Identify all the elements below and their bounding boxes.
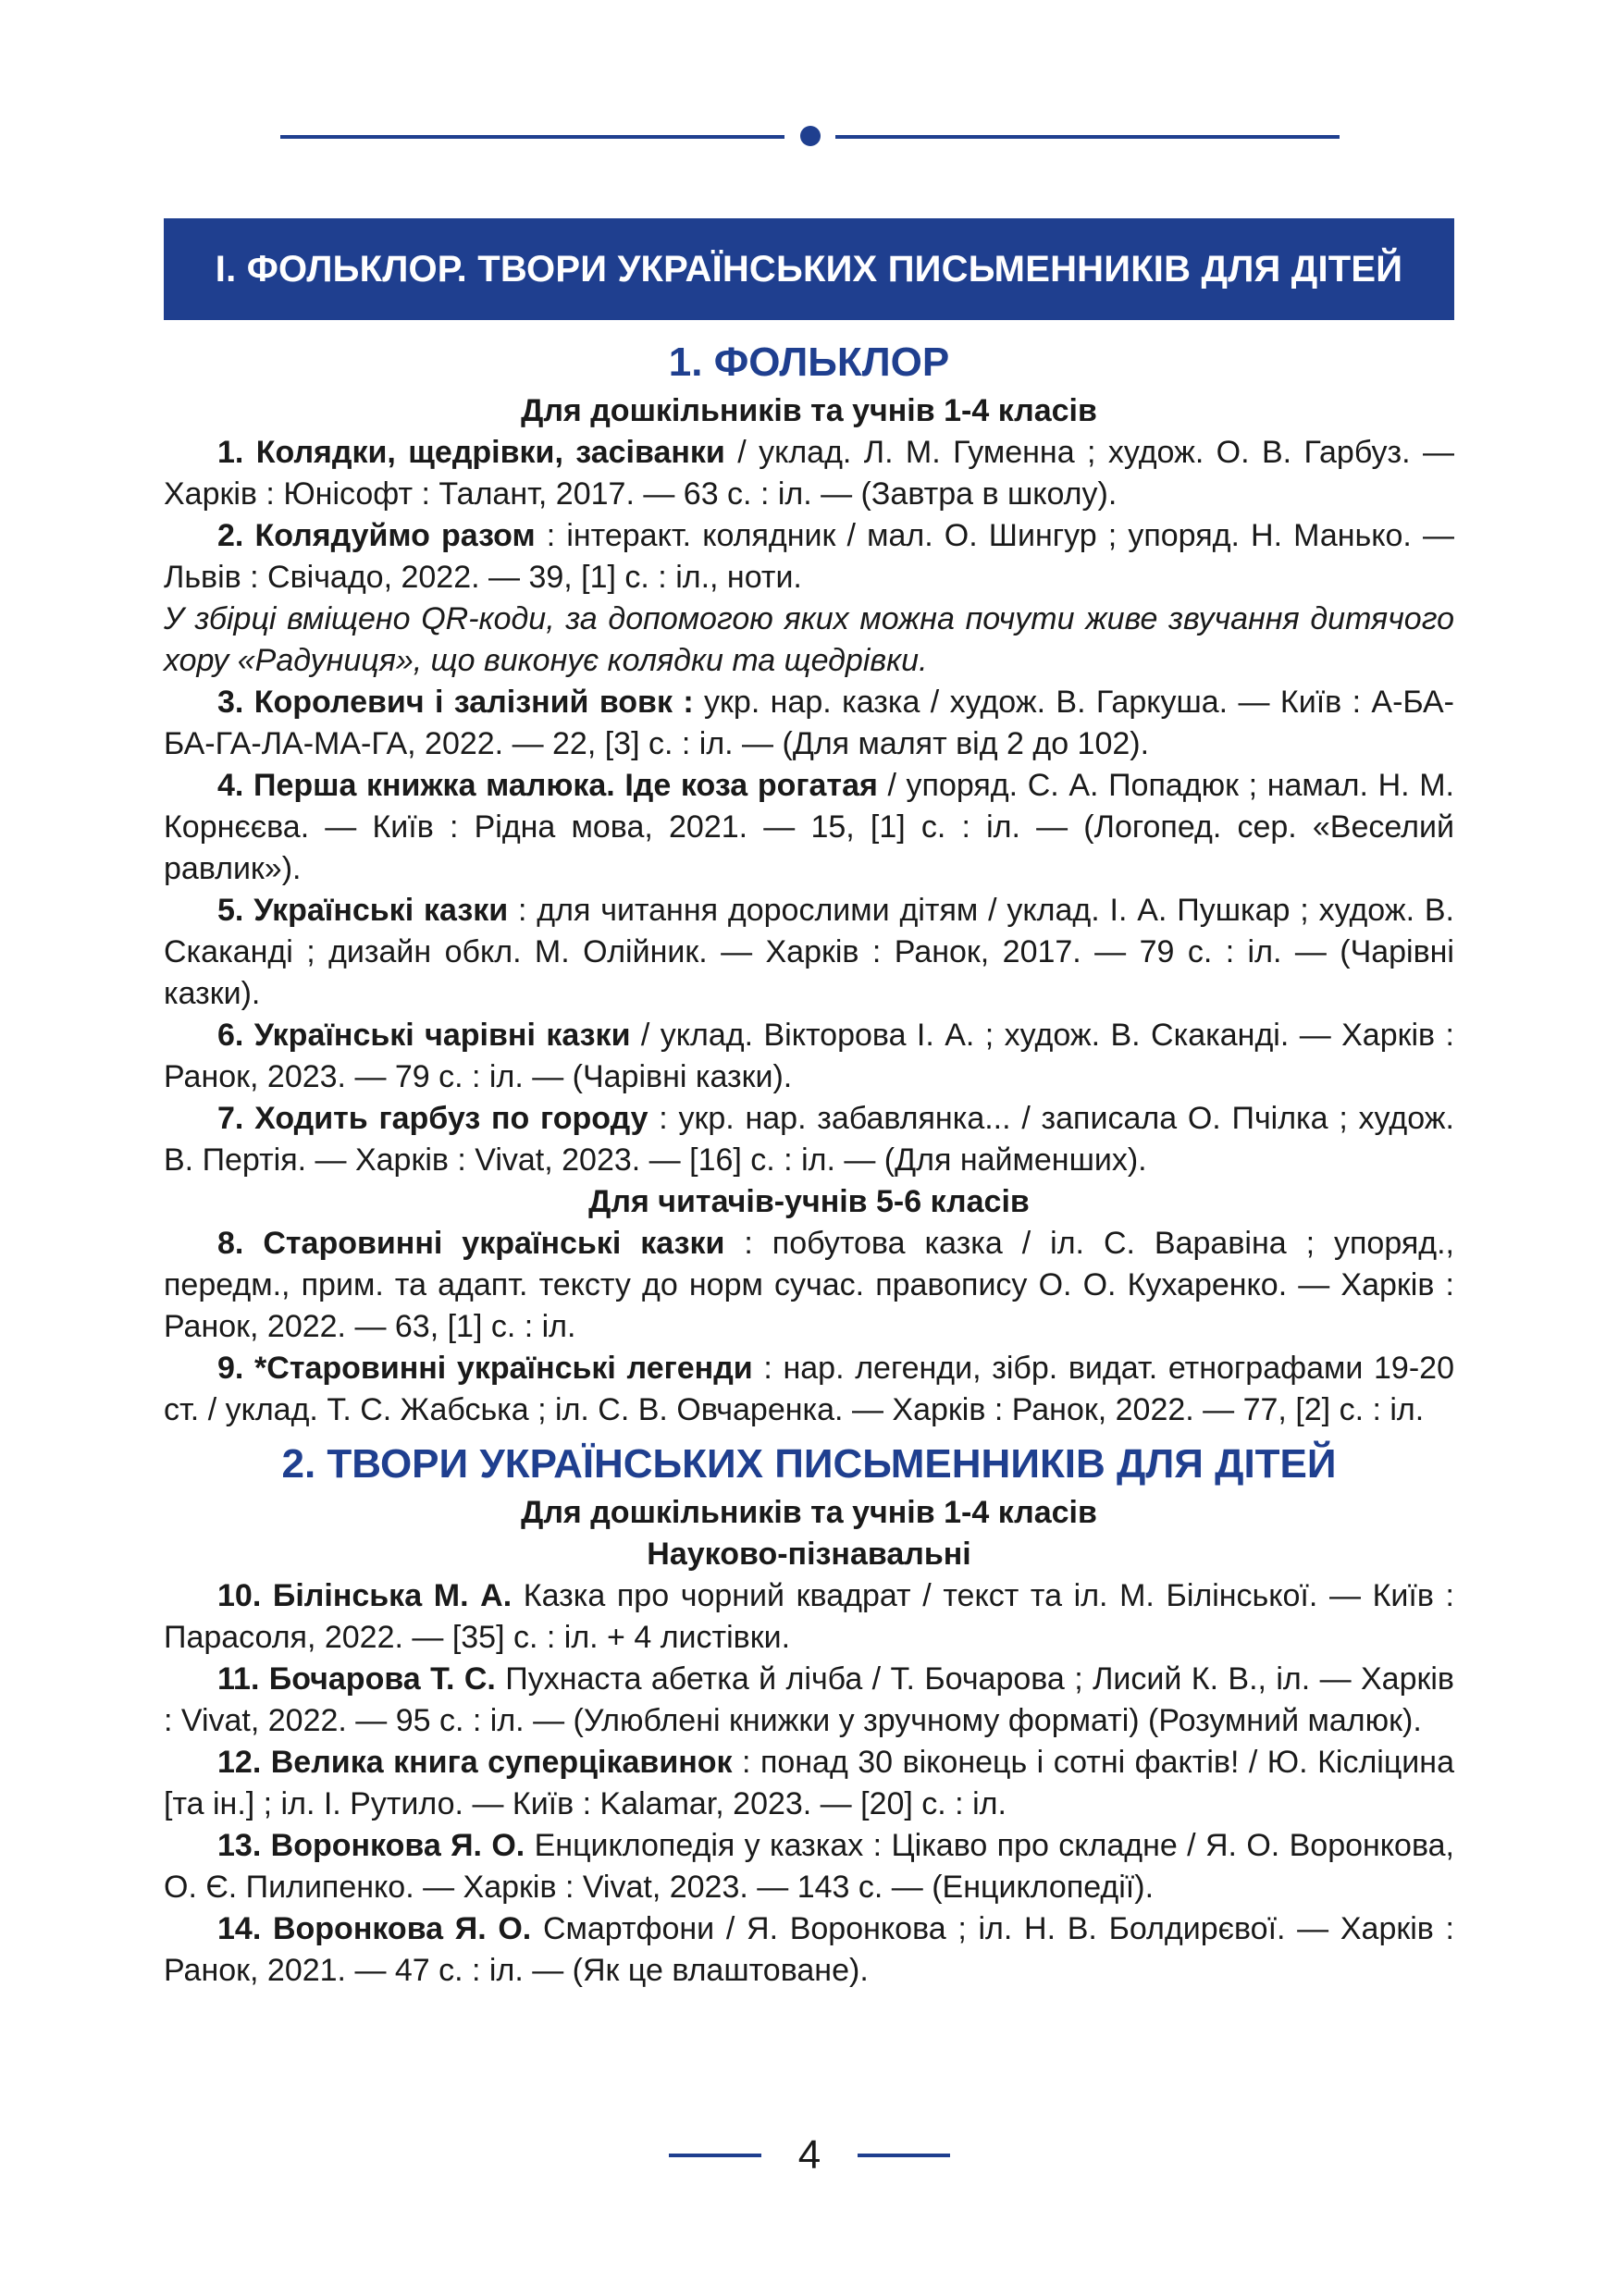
entry-number: 6. (217, 1018, 244, 1053)
entry-number: 4. (217, 768, 244, 803)
entry-details: Смартфони / Я. Воронкова ; іл. Н. В. Болдирєвої. — Харків : Ранок, 2021. — 47 с. : іл. — (Як це влаштоване). (164, 1911, 1454, 1988)
entry-number: 2. (217, 518, 244, 553)
bib-entry (164, 1825, 1454, 1908)
bib-entry (164, 890, 1454, 1015)
entry-title: Колядуймо разом (254, 518, 536, 553)
ornament-line-left (280, 135, 784, 139)
entry-title: Воронкова Я. О. (272, 1911, 532, 1946)
entry-details: / уклад. Л. М. Гуменна ; худож. О. В. Гарбуз. — Харків : Юнісофт : Талант, 2017. — 63 с. : іл. — (Завтра в школу). (164, 435, 1454, 512)
entry-title: Воронкова Я. О. (270, 1828, 525, 1863)
entry-title: Українські казки (253, 893, 509, 928)
entry-details: : побутова казка / іл. С. Варавіна ; упоряд., передм., прим. та адапт. тексту до норм сучас. правопису О. О. Кухаренко. — Харків : Ранок, 2022. — 63, [1] с. : іл. (164, 1226, 1454, 1344)
entry-details: укр. нар. казка / худож. В. Гаркуша. — Київ : А-БА-БА-ГА-ЛА-МА-ГА, 2022. — 22, [3] с. : іл. — (Для малят від 2 до 102). (164, 685, 1454, 761)
entry-number: 14. (217, 1911, 262, 1946)
genre-heading: Науково-пізнавальні (647, 1537, 971, 1572)
entry-number: 3. (217, 685, 244, 720)
bib-entry (164, 682, 1454, 765)
bib-entry (164, 1659, 1454, 1742)
entry-annotation: У збірці вміщено QR-коди, за допомогою яких можна почути живе звучання дитячого хору «Радуниця», що виконує колядки та щедрівки. (164, 601, 1454, 678)
entry-title: Колядки, щедрівки, засіванки (255, 435, 725, 470)
section-title-writers: 2. ТВОРИ УКРАЇНСЬКИХ ПИСЬМЕННИКІВ ДЛЯ ДІТЕЙ (281, 1441, 1337, 1487)
bib-entry (164, 515, 1454, 599)
entry-number: 11. (217, 1661, 260, 1697)
bib-entry (164, 1098, 1454, 1181)
entry-details: : укр. нар. забавлянка... / записала О. Пчілка ; худож. В. Пертія. — Харків : Vivat, 2023. — [16] с. : іл. — (Для найменших). (164, 1101, 1454, 1178)
bib-entry (164, 1742, 1454, 1825)
page-footer (669, 2128, 950, 2183)
page-number: 4 (797, 2132, 821, 2178)
entry-details: / уклад. Вікторова І. А. ; худож. В. Скаканді. — Харків : Ранок, 2023. — 79 с. : іл. — (Чарівні казки). (164, 1018, 1454, 1094)
footer-line-right (858, 2154, 950, 2157)
page-content (164, 329, 1454, 1992)
entry-number: 7. (217, 1101, 244, 1136)
entry-title: Старовинні українські казки (263, 1226, 725, 1261)
audience-heading: Для читачів-учнів 5-6 класів (588, 1184, 1030, 1219)
top-ornament (280, 131, 1340, 142)
chapter-banner (164, 218, 1454, 320)
entry-title: Перша книжка малюка. Іде коза рогатая (253, 768, 878, 803)
entry-number: 13. (217, 1828, 262, 1863)
bib-entry (164, 432, 1454, 515)
bib-entry (164, 1348, 1454, 1431)
bib-entry (164, 1223, 1454, 1348)
entry-number: 10. (217, 1578, 262, 1613)
audience-heading: Для дошкільників та учнів 1-4 класів (521, 1495, 1097, 1530)
entry-details: Пухнаста абетка й лічба / Т. Бочарова ; Лисий К. В., іл. — Харків : Vivat, 2022. — 95 с. : іл. — (Улюблені книжки у зручному форматі) (Розумний малюк). (164, 1661, 1454, 1738)
entry-details: : інтеракт. колядник / мал. О. Шингур ; упоряд. Н. Манько. — Львів : Свічадо, 2022. — 39, [1] с. : іл., ноти. (164, 518, 1454, 595)
entry-details: Казка про чорний квадрат / текст та іл. М. Білінської. — Київ : Парасоля, 2022. — [35] с. : іл. + 4 листівки. (164, 1578, 1454, 1655)
entry-number: 5. (217, 893, 244, 928)
entry-details: / упоряд. С. А. Попадюк ; намал. Н. М. Корнєєва. — Київ : Рідна мова, 2021. — 15, [1] с. : іл. — (Логопед. сер. «Веселий равлик»). (164, 768, 1454, 886)
entry-title: Королевич і залізний вовк : (253, 685, 694, 720)
audience-heading: Для дошкільників та учнів 1-4 класів (521, 393, 1097, 428)
ornament-dot (800, 126, 821, 146)
section-title-folklore: 1. ФОЛЬКЛОР (668, 339, 950, 385)
bib-entry (164, 1575, 1454, 1659)
entry-title: Велика книга суперцікавинок (270, 1745, 733, 1780)
entry-number: 9. (217, 1351, 244, 1386)
entry-number: 1. (217, 435, 244, 470)
chapter-title: І. ФОЛЬКЛОР. ТВОРИ УКРАЇНСЬКИХ ПИСЬМЕННИКІВ ДЛЯ ДІТЕЙ (215, 248, 1403, 290)
entry-title: *Старовинні українські легенди (254, 1351, 753, 1386)
entry-title: Українські чарівні казки (253, 1018, 631, 1053)
entry-title: Ходить гарбуз по городу (254, 1101, 648, 1136)
entry-details: : для читання дорослими дітям / уклад. І. А. Пушкар ; худож. В. Скаканді ; дизайн обкл. М. Олійник. — Харків : Ранок, 2017. — 79 с. : іл. — (Чарівні казки). (164, 893, 1454, 1011)
entry-title: Білінська М. А. (272, 1578, 513, 1613)
entry-details: Енциклопедія у казках : Цікаво про складне / Я. О. Воронкова, О. Є. Пилипенко. — Харків : Vivat, 2023. — 143 с. — (Енциклопедії). (164, 1828, 1454, 1905)
entry-number: 12. (217, 1745, 262, 1780)
entry-title: Бочарова Т. С. (268, 1661, 496, 1697)
bib-entry (164, 1908, 1454, 1992)
entry-details: : нар. легенди, зібр. видат. етнографами 19-20 ст. / уклад. Т. С. Жабська ; іл. С. В. Овчаренка. — Харків : Ранок, 2022. — 77, [2] с. : іл. (164, 1351, 1454, 1427)
entry-number: 8. (217, 1226, 244, 1261)
ornament-line-right (835, 135, 1340, 139)
bib-entry (164, 765, 1454, 890)
entry-details: : понад 30 віконець і сотні фактів! / Ю. Кісліцина [та ін.] ; іл. І. Рутило. — Київ : Kalamar, 2023. — [20] с. : іл. (164, 1745, 1454, 1821)
bib-entry (164, 1015, 1454, 1098)
